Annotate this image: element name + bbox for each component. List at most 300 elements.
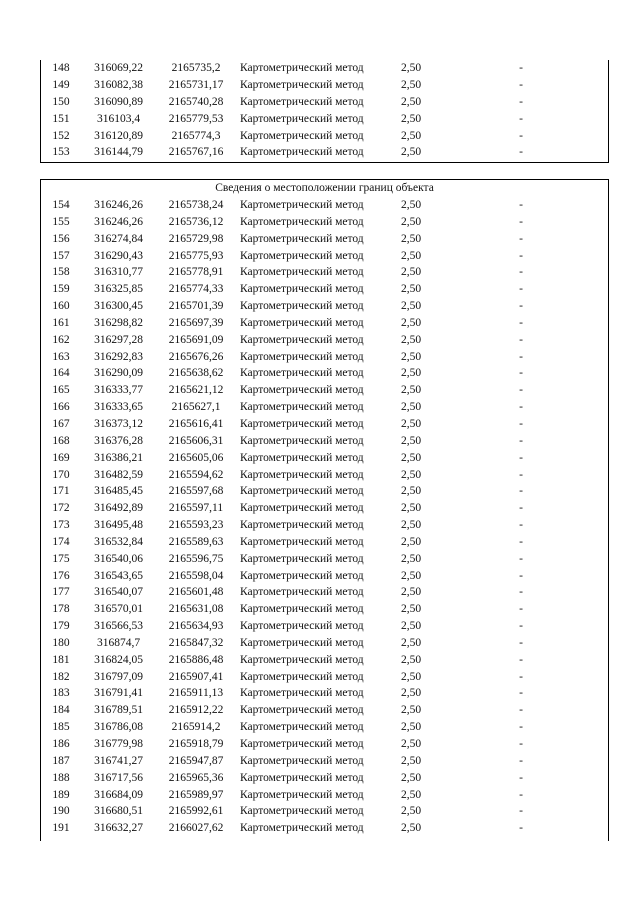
method-cell: Картометрический метод (240, 519, 364, 532)
method-cell: Картометрический метод (240, 738, 364, 750)
y-coordinate-cell: 2165907,41 (168, 670, 224, 683)
precision-cell: 2,50 (400, 333, 422, 346)
point-number-cell: 152 (52, 129, 70, 142)
description-cell: - (519, 468, 523, 481)
table-row (41, 416, 608, 433)
method-cell: Картометрический метод (240, 603, 364, 616)
x-coordinate-cell: 316680,51 (94, 805, 143, 818)
method-cell: Картометрический метод (240, 316, 364, 329)
description-cell: - (519, 704, 523, 717)
y-coordinate-cell: 2165736,12 (168, 215, 224, 228)
table-row (41, 248, 608, 265)
method-cell: Картометрический метод (240, 822, 364, 835)
point-number-cell: 190 (52, 805, 70, 818)
description-cell: - (519, 502, 523, 515)
point-number-cell: 148 (52, 62, 70, 74)
point-number-cell: 182 (52, 670, 70, 683)
point-number-cell: 181 (52, 653, 70, 666)
table-row (41, 450, 608, 467)
table-row (41, 736, 608, 753)
y-coordinate-cell: 2165601,48 (168, 586, 224, 599)
description-cell: - (519, 215, 523, 228)
y-coordinate-cell: 2165914,2 (171, 721, 221, 734)
description-cell: - (519, 535, 523, 548)
point-number-cell: 157 (52, 249, 70, 262)
x-coordinate-cell: 316386,21 (94, 451, 143, 464)
x-coordinate-cell: 316482,59 (94, 468, 143, 481)
y-coordinate-cell: 2165947,87 (168, 754, 224, 767)
x-coordinate-cell: 316333,77 (94, 384, 143, 397)
y-coordinate-cell: 2165740,28 (168, 95, 224, 108)
y-coordinate-cell: 2165778,91 (168, 266, 224, 279)
point-number-cell: 154 (52, 199, 70, 211)
x-coordinate-cell: 316570,01 (94, 603, 143, 616)
method-cell: Картометрический метод (240, 670, 364, 683)
precision-cell: 2,50 (400, 215, 422, 228)
x-coordinate-cell: 316779,98 (94, 738, 143, 750)
table-row (41, 584, 608, 601)
precision-cell: 2,50 (400, 636, 422, 649)
method-cell: Картометрический метод (240, 451, 364, 464)
y-coordinate-cell: 2165965,36 (168, 771, 224, 784)
y-coordinate-cell: 2165605,06 (168, 451, 224, 464)
method-cell: Картометрический метод (240, 552, 364, 565)
y-coordinate-cell: 2165621,12 (168, 384, 224, 397)
method-cell: Картометрический метод (240, 232, 364, 245)
precision-cell: 2,50 (400, 146, 422, 159)
precision-cell: 2,50 (400, 788, 422, 801)
table-row (41, 94, 608, 111)
point-number-cell: 184 (52, 704, 70, 717)
y-coordinate-cell: 2165631,08 (168, 603, 224, 616)
x-coordinate-cell: 316376,28 (94, 434, 143, 447)
description-cell: - (519, 670, 523, 683)
precision-cell: 2,50 (400, 434, 422, 447)
description-cell: - (519, 129, 523, 142)
y-coordinate-cell: 2165912,22 (168, 704, 224, 717)
x-coordinate-cell: 316090,89 (94, 95, 143, 108)
precision-cell: 2,50 (400, 199, 422, 211)
method-cell: Картометрический метод (240, 485, 364, 498)
method-cell: Картометрический метод (240, 569, 364, 582)
precision-cell: 2,50 (400, 687, 422, 700)
x-coordinate-cell: 316543,65 (94, 569, 143, 582)
table-row (41, 264, 608, 281)
table-row (41, 382, 608, 399)
x-coordinate-cell: 316632,27 (94, 822, 143, 835)
method-cell: Картометрический метод (240, 771, 364, 784)
description-cell: - (519, 788, 523, 801)
coordinates-table-continued (40, 60, 609, 163)
table-row (41, 787, 608, 804)
precision-cell: 2,50 (400, 417, 422, 430)
y-coordinate-cell: 2165634,93 (168, 620, 224, 633)
table-row (41, 719, 608, 736)
point-number-cell: 153 (52, 146, 70, 159)
point-number-cell: 185 (52, 721, 70, 734)
point-number-cell: 164 (52, 367, 70, 380)
method-cell: Картометрический метод (240, 620, 364, 633)
method-cell: Картометрический метод (240, 95, 364, 108)
precision-cell: 2,50 (400, 384, 422, 397)
y-coordinate-cell: 2165992,61 (168, 805, 224, 818)
precision-cell: 2,50 (400, 620, 422, 633)
method-cell: Картометрический метод (240, 199, 364, 211)
x-coordinate-cell: 316532,84 (94, 535, 143, 548)
y-coordinate-cell: 2165691,09 (168, 333, 224, 346)
method-cell: Картометрический метод (240, 653, 364, 666)
description-cell: - (519, 636, 523, 649)
table-row (41, 365, 608, 382)
table-row (41, 60, 608, 77)
x-coordinate-cell: 316492,89 (94, 502, 143, 515)
point-number-cell: 161 (52, 316, 70, 329)
method-cell: Картометрический метод (240, 384, 364, 397)
x-coordinate-cell: 316325,85 (94, 283, 143, 296)
precision-cell: 2,50 (400, 721, 422, 734)
y-coordinate-cell: 2165886,48 (168, 653, 224, 666)
table-row (41, 753, 608, 770)
table-row (41, 770, 608, 787)
x-coordinate-cell: 316298,82 (94, 316, 143, 329)
point-number-cell: 174 (52, 535, 70, 548)
method-cell: Картометрический метод (240, 417, 364, 430)
x-coordinate-cell: 316333,65 (94, 401, 143, 414)
method-cell: Картометрический метод (240, 333, 364, 346)
description-cell: - (519, 434, 523, 447)
method-cell: Картометрический метод (240, 468, 364, 481)
point-number-cell: 178 (52, 603, 70, 616)
precision-cell: 2,50 (400, 232, 422, 245)
y-coordinate-cell: 2165774,33 (168, 283, 224, 296)
precision-cell: 2,50 (400, 468, 422, 481)
point-number-cell: 158 (52, 266, 70, 279)
x-coordinate-cell: 316082,38 (94, 78, 143, 91)
y-coordinate-cell: 2165989,97 (168, 788, 224, 801)
x-coordinate-cell: 316297,28 (94, 333, 143, 346)
x-coordinate-cell: 316540,06 (94, 552, 143, 565)
point-number-cell: 149 (52, 78, 70, 91)
point-number-cell: 187 (52, 754, 70, 767)
y-coordinate-cell: 2165597,11 (168, 502, 224, 515)
description-cell: - (519, 519, 523, 532)
x-coordinate-cell: 316292,83 (94, 350, 143, 363)
point-number-cell: 150 (52, 95, 70, 108)
method-cell: Картометрический метод (240, 401, 364, 414)
method-cell: Картометрический метод (240, 62, 364, 74)
description-cell: - (519, 805, 523, 818)
x-coordinate-cell: 316717,56 (94, 771, 143, 784)
description-cell: - (519, 586, 523, 599)
precision-cell: 2,50 (400, 316, 422, 329)
description-cell: - (519, 738, 523, 750)
point-number-cell: 183 (52, 687, 70, 700)
y-coordinate-cell: 2165697,39 (168, 316, 224, 329)
x-coordinate-cell: 316566,53 (94, 620, 143, 633)
table-row (41, 534, 608, 551)
y-coordinate-cell: 2165847,32 (168, 636, 224, 649)
description-cell: - (519, 283, 523, 296)
description-cell: - (519, 771, 523, 784)
point-number-cell: 191 (52, 822, 70, 835)
description-cell: - (519, 249, 523, 262)
table-row (41, 685, 608, 702)
description-cell: - (519, 266, 523, 279)
precision-cell: 2,50 (400, 62, 422, 74)
table-row (41, 144, 608, 161)
point-number-cell: 172 (52, 502, 70, 515)
x-coordinate-cell: 316485,45 (94, 485, 143, 498)
x-coordinate-cell: 316120,89 (94, 129, 143, 142)
description-cell: - (519, 687, 523, 700)
y-coordinate-cell: 2165594,62 (168, 468, 224, 481)
description-cell: - (519, 333, 523, 346)
x-coordinate-cell: 316789,51 (94, 704, 143, 717)
point-number-cell: 170 (52, 468, 70, 481)
description-cell: - (519, 78, 523, 91)
table-row (41, 315, 608, 332)
description-cell: - (519, 350, 523, 363)
table-row (41, 349, 608, 366)
point-number-cell: 162 (52, 333, 70, 346)
method-cell: Картометрический метод (240, 754, 364, 767)
table-row (41, 551, 608, 568)
description-cell: - (519, 754, 523, 767)
point-number-cell: 176 (52, 569, 70, 582)
x-coordinate-cell: 316300,45 (94, 300, 143, 313)
table-row (41, 332, 608, 349)
y-coordinate-cell: 2165593,23 (168, 519, 224, 532)
precision-cell: 2,50 (400, 569, 422, 582)
precision-cell: 2,50 (400, 129, 422, 142)
description-cell: - (519, 569, 523, 582)
point-number-cell: 166 (52, 401, 70, 414)
precision-cell: 2,50 (400, 603, 422, 616)
description-cell: - (519, 451, 523, 464)
precision-cell: 2,50 (400, 653, 422, 666)
x-coordinate-cell: 316373,12 (94, 417, 143, 430)
point-number-cell: 180 (52, 636, 70, 649)
x-coordinate-cell: 316069,22 (94, 62, 143, 74)
precision-cell: 2,50 (400, 704, 422, 717)
x-coordinate-cell: 316246,26 (94, 215, 143, 228)
precision-cell: 2,50 (400, 485, 422, 498)
precision-cell: 2,50 (400, 754, 422, 767)
table-row (41, 820, 608, 837)
precision-cell: 2,50 (400, 502, 422, 515)
x-coordinate-cell: 316290,43 (94, 249, 143, 262)
method-cell: Картометрический метод (240, 805, 364, 818)
table-row (41, 517, 608, 534)
table-row (41, 483, 608, 500)
description-cell: - (519, 316, 523, 329)
y-coordinate-cell: 2165779,53 (168, 112, 224, 125)
description-cell: - (519, 620, 523, 633)
method-cell: Картометрический метод (240, 350, 364, 363)
y-coordinate-cell: 2165774,3 (171, 129, 221, 142)
method-cell: Картометрический метод (240, 266, 364, 279)
x-coordinate-cell: 316791,41 (94, 687, 143, 700)
method-cell: Картометрический метод (240, 215, 364, 228)
table-row (41, 214, 608, 231)
description-cell: - (519, 417, 523, 430)
method-cell: Картометрический метод (240, 687, 364, 700)
y-coordinate-cell: 2165597,68 (168, 485, 224, 498)
description-cell: - (519, 199, 523, 211)
point-number-cell: 177 (52, 586, 70, 599)
method-cell: Картометрический метод (240, 129, 364, 142)
method-cell: Картометрический метод (240, 249, 364, 262)
x-coordinate-cell: 316684,09 (94, 788, 143, 801)
precision-cell: 2,50 (400, 249, 422, 262)
x-coordinate-cell: 316786,08 (94, 721, 143, 734)
table-row (41, 635, 608, 652)
x-coordinate-cell: 316274,84 (94, 232, 143, 245)
coordinates-table (41, 197, 608, 837)
table-row (41, 77, 608, 94)
table-row (41, 601, 608, 618)
point-number-cell: 168 (52, 434, 70, 447)
precision-cell: 2,50 (400, 552, 422, 565)
y-coordinate-cell: 2165638,62 (168, 367, 224, 380)
method-cell: Картометрический метод (240, 704, 364, 717)
point-number-cell: 179 (52, 620, 70, 633)
method-cell: Картометрический метод (240, 721, 364, 734)
x-coordinate-cell: 316495,48 (94, 519, 143, 532)
precision-cell: 2,50 (400, 401, 422, 414)
point-number-cell: 169 (52, 451, 70, 464)
y-coordinate-cell: 2165731,17 (168, 78, 224, 91)
description-cell: - (519, 62, 523, 74)
y-coordinate-cell: 2166027,62 (168, 822, 224, 835)
x-coordinate-cell: 316540,07 (94, 586, 143, 599)
precision-cell: 2,50 (400, 300, 422, 313)
table-row (41, 803, 608, 820)
method-cell: Картометрический метод (240, 788, 364, 801)
precision-cell: 2,50 (400, 822, 422, 835)
table-row (41, 652, 608, 669)
description-cell: - (519, 367, 523, 380)
precision-cell: 2,50 (400, 367, 422, 380)
x-coordinate-cell: 316874,7 (96, 636, 141, 649)
description-cell: - (519, 146, 523, 159)
table-row (41, 399, 608, 416)
y-coordinate-cell: 2165598,04 (168, 569, 224, 582)
x-coordinate-cell: 316103,4 (96, 112, 141, 125)
description-cell: - (519, 95, 523, 108)
boundary-location-section (40, 179, 609, 841)
point-number-cell: 175 (52, 552, 70, 565)
precision-cell: 2,50 (400, 805, 422, 818)
y-coordinate-cell: 2165918,79 (168, 738, 224, 750)
precision-cell: 2,50 (400, 283, 422, 296)
method-cell: Картометрический метод (240, 636, 364, 649)
precision-cell: 2,50 (400, 112, 422, 125)
description-cell: - (519, 112, 523, 125)
description-cell: - (519, 300, 523, 313)
section-heading: Сведения о местоположении границ объекта (215, 182, 434, 194)
point-number-cell: 160 (52, 300, 70, 313)
precision-cell: 2,50 (400, 586, 422, 599)
point-number-cell: 156 (52, 232, 70, 245)
method-cell: Картометрический метод (240, 434, 364, 447)
table-row (41, 128, 608, 145)
table-row (41, 568, 608, 585)
x-coordinate-cell: 316144,79 (94, 146, 143, 159)
y-coordinate-cell: 2165606,31 (168, 434, 224, 447)
y-coordinate-cell: 2165616,41 (168, 417, 224, 430)
table-row (41, 500, 608, 517)
y-coordinate-cell: 2165627,1 (171, 401, 221, 414)
method-cell: Картометрический метод (240, 502, 364, 515)
y-coordinate-cell: 2165767,16 (168, 146, 224, 159)
description-cell: - (519, 552, 523, 565)
point-number-cell: 151 (52, 112, 70, 125)
method-cell: Картометрический метод (240, 367, 364, 380)
precision-cell: 2,50 (400, 451, 422, 464)
description-cell: - (519, 653, 523, 666)
precision-cell: 2,50 (400, 535, 422, 548)
y-coordinate-cell: 2165735,2 (171, 62, 221, 74)
point-number-cell: 186 (52, 738, 70, 750)
y-coordinate-cell: 2165775,93 (168, 249, 224, 262)
y-coordinate-cell: 2165589,63 (168, 535, 224, 548)
method-cell: Картометрический метод (240, 112, 364, 125)
description-cell: - (519, 603, 523, 616)
table-row (41, 281, 608, 298)
x-coordinate-cell: 316310,77 (94, 266, 143, 279)
y-coordinate-cell: 2165676,26 (168, 350, 224, 363)
point-number-cell: 163 (52, 350, 70, 363)
x-coordinate-cell: 316741,27 (94, 754, 143, 767)
point-number-cell: 159 (52, 283, 70, 296)
table-row (41, 433, 608, 450)
y-coordinate-cell: 2165911,13 (168, 687, 224, 700)
y-coordinate-cell: 2165729,98 (168, 232, 224, 245)
point-number-cell: 188 (52, 771, 70, 784)
precision-cell: 2,50 (400, 519, 422, 532)
point-number-cell: 189 (52, 788, 70, 801)
y-coordinate-cell: 2165596,75 (168, 552, 224, 565)
precision-cell: 2,50 (400, 670, 422, 683)
precision-cell: 2,50 (400, 95, 422, 108)
point-number-cell: 173 (52, 519, 70, 532)
point-number-cell: 171 (52, 485, 70, 498)
method-cell: Картометрический метод (240, 283, 364, 296)
y-coordinate-cell: 2165738,24 (168, 199, 224, 211)
x-coordinate-cell: 316797,09 (94, 670, 143, 683)
precision-cell: 2,50 (400, 78, 422, 91)
point-number-cell: 167 (52, 417, 70, 430)
table-row (41, 231, 608, 248)
description-cell: - (519, 384, 523, 397)
method-cell: Картометрический метод (240, 300, 364, 313)
table-row (41, 467, 608, 484)
description-cell: - (519, 822, 523, 835)
method-cell: Картометрический метод (240, 146, 364, 159)
method-cell: Картометрический метод (240, 535, 364, 548)
description-cell: - (519, 401, 523, 414)
description-cell: - (519, 232, 523, 245)
table-row (41, 298, 608, 315)
precision-cell: 2,50 (400, 771, 422, 784)
table-row (41, 111, 608, 128)
x-coordinate-cell: 316246,26 (94, 199, 143, 211)
point-number-cell: 165 (52, 384, 70, 397)
y-coordinate-cell: 2165701,39 (168, 300, 224, 313)
table-row (41, 669, 608, 686)
method-cell: Картометрический метод (240, 586, 364, 599)
